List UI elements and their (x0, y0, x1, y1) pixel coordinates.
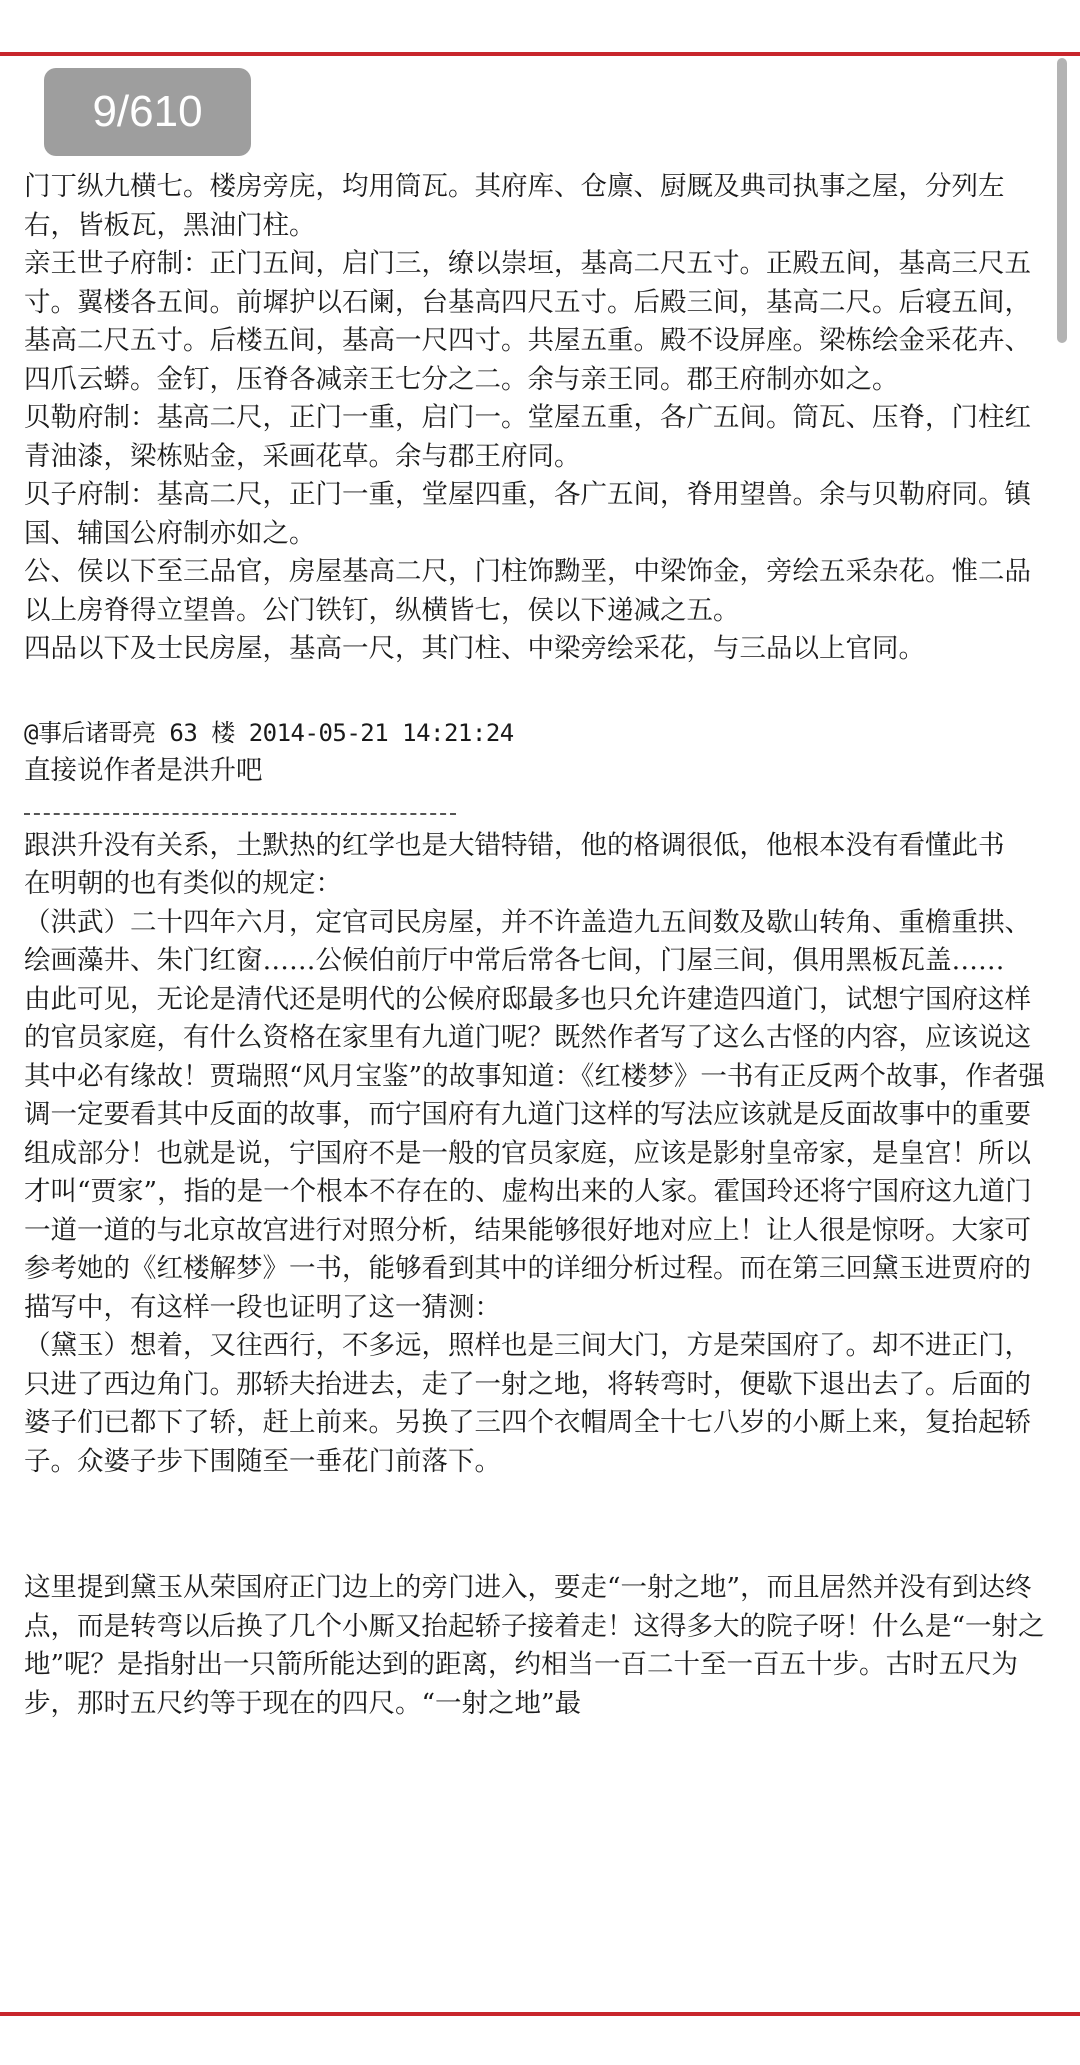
paragraph-prince-heir-residence: 亲王世子府制：正门五间，启门三，缭以崇垣，基高二尺五寸。正殿五间，基高三尺五寸。翼楼各五间。前墀护以石阑，台基高四尺五寸。后殿三间，基高二尺。后寝五间，基高二尺五寸。后楼五间，基高一尺四寸。共屋五重。殿不设屏座。梁栋绘金采花卉、四爪云蟒。金钉，压脊各减亲王七分之二。余与亲王同。郡王府制亦如之。 (24, 248, 1031, 395)
paragraph-marquis-residence: 公、侯以下至三品官，房屋基高二尺，门柱饰黝垩，中梁饰金，旁绘五采杂花。惟二品以上房脊得立望兽。公门铁钉，纵横皆七，侯以下递减之五。 (24, 556, 1031, 626)
paragraph-hongwu-rule: （洪武）二十四年六月，定官司民房屋，并不许盖造九五间数及歇山转角、重檐重拱、绘画藻井、朱门红窗……公候伯前厅中常后常各七间，门屋三间，俱用黑板瓦盖…… (24, 906, 1031, 976)
paragraph-beizi-residence: 贝子府制：基高二尺，正门一重，堂屋四重，各广五间，脊用望兽。余与贝勒府同。镇国、辅国公府制亦如之。 (24, 479, 1031, 549)
paragraph-daiyu-quote: （黛玉）想着，又往西行，不多远，照样也是三间大门，方是荣国府了。却不进正门，只进了西边角门。那轿夫抬进去，走了一射之地，将转弯时，便歇下退出去了。后面的婆子们已都下了轿，赶上前来。另换了三四个衣帽周全十七八岁的小厮上来，复抬起轿子。众婆子步下围随至一垂花门前落下。 (24, 1330, 1031, 1477)
paragraph-one-arrow-distance: 这里提到黛玉从荣国府正门边上的旁门进入，要走“一射之地”，而且居然并没有到达终点，而是转弯以后换了几个小厮又抬起轿子接着走！这得多大的院子呀！什么是“一射之地”呢？是指射出一只箭所能达到的距离，约相当一百二十至一百五十步。古时五尺为步，那时五尺约等于现在的四尺。“一射之地”最 (24, 1572, 1045, 1719)
top-red-rule (0, 52, 1080, 56)
reply-meta: @事后诸哥亮 63 楼 2014-05-21 14:21:24 (24, 718, 514, 747)
page-indicator-badge (44, 68, 251, 156)
scrollbar-thumb[interactable] (1057, 58, 1067, 343)
quote-divider (24, 813, 456, 815)
spacer (24, 1481, 1056, 1569)
paragraph-analysis: 由此可见，无论是清代还是明代的公候府邸最多也只允许建造四道门，试想宁国府这样的官员家庭，有什么资格在家里有九道门呢？既然作者写了这么古怪的内容，应该说这其中必有缘故！贾瑞照“风月宝鉴”的故事知道：《红楼梦》一书有正反两个故事，作者强调一定要看其中反面的故事，而宁国府有九道门这样的写法应该就是反面故事中的重要组成部分！也就是说，宁国府不是一般的官员家庭，应该是影射皇帝家，是皇宫！所以才叫“贾家”，指的是一个根本不存在的、虚构出来的人家。霍国玲还将宁国府这九道门一道一道的与北京故宫进行对照分析，结果能够很好地对应上！让人很是惊呀。大家可参考她的《红楼解梦》一书，能够看到其中的详细分析过程。而在第三回黛玉进贾府的描写中，有这样一段也证明了这一猜测： (24, 983, 1045, 1323)
paragraph-beile-residence: 贝勒府制：基高二尺，正门一重，启门一。堂屋五重，各广五间。筒瓦、压脊，门柱红青油漆，梁栋贴金，采画花草。余与郡王府同。 (24, 402, 1031, 472)
article-content (24, 168, 1056, 1723)
paragraph-commoner-residence: 四品以下及士民房屋，基高一尺，其门柱、中梁旁绘采花，与三品以上官同。 (24, 633, 925, 664)
paragraph-ming-intro: 在明朝的也有类似的规定： (24, 868, 342, 899)
scrollbar-track[interactable] (1057, 58, 1067, 2008)
paragraph-response: 跟洪升没有关系，土默热的红学也是大错特错，他的格调很低，他根本没有看懂此书 (24, 829, 1005, 861)
bottom-red-rule (0, 2012, 1080, 2016)
reply-quote: 直接说作者是洪升吧 (24, 755, 263, 786)
paragraph-gate-rules: 门丁纵九横七。楼房旁庑，均用筒瓦。其府库、仓廪、厨厩及典司执事之屋，分列左右，皆板瓦，黑油门柱。 (24, 171, 1005, 241)
page-indicator-text: 9/610 (92, 87, 203, 136)
spacer (24, 669, 1056, 714)
